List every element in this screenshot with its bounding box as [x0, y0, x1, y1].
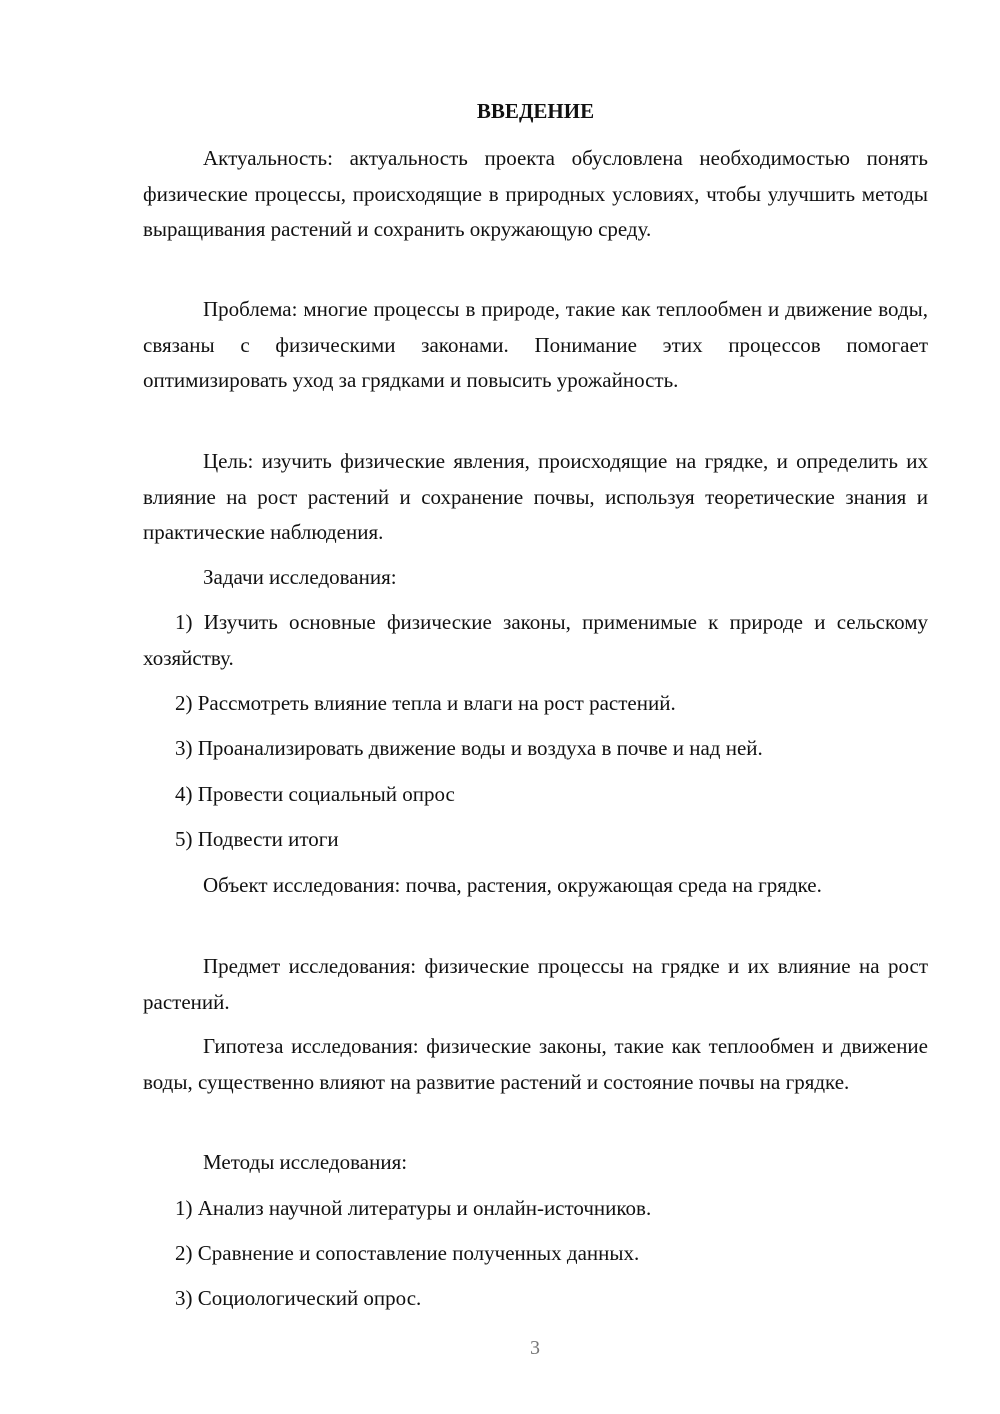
method-item-3: 3) Социологический опрос.	[175, 1286, 422, 1310]
task-item-1: 1) Изучить основные физические законы, применимые к природе и сельскому хозяйству.	[143, 610, 928, 670]
task-item-4: 4) Провести социальный опрос	[175, 782, 455, 806]
paragraph-relevance: Актуальность: актуальность проекта обусловлена необходимостью понять физические процессы, происходящие в природных условиях, чтобы улучшить методы выращивания растений и сохранить окружающую среду.	[143, 146, 928, 241]
method-item-2: 2) Сравнение и сопоставление полученных данных.	[175, 1241, 640, 1265]
page-number: 3	[530, 1337, 540, 1359]
paragraph-subject: Предмет исследования: физические процессы на грядке и их влияние на рост растений.	[143, 954, 928, 1014]
tasks-heading: Задачи исследования:	[203, 565, 397, 589]
methods-heading: Методы исследования:	[203, 1150, 408, 1174]
method-item-1: 1) Анализ научной литературы и онлайн-источников.	[175, 1196, 652, 1220]
paragraph-goal: Цель: изучить физические явления, происходящие на грядке, и определить их влияние на рост растений и сохранение почвы, используя теоретические знания и практические наблюдения.	[143, 449, 928, 544]
task-item-3: 3) Проанализировать движение воды и воздуха в почве и над ней.	[175, 736, 763, 760]
task-item-5: 5) Подвести итоги	[175, 827, 339, 851]
paragraph-problem: Проблема: многие процессы в природе, такие как теплообмен и движение воды, связаны с физическими законами. Понимание этих процессов помогает оптимизировать уход за грядками и повысить урожайность.	[143, 297, 928, 392]
task-item-2: 2) Рассмотреть влияние тепла и влаги на рост растений.	[175, 691, 676, 715]
paragraph-hypothesis: Гипотеза исследования: физические законы, такие как теплообмен и движение воды, существенно влияют на развитие растений и состояние почвы на грядке.	[143, 1034, 928, 1094]
paragraph-object: Объект исследования: почва, растения, окружающая среда на грядке.	[203, 873, 822, 897]
section-title: ВВЕДЕНИЕ	[476, 99, 595, 123]
